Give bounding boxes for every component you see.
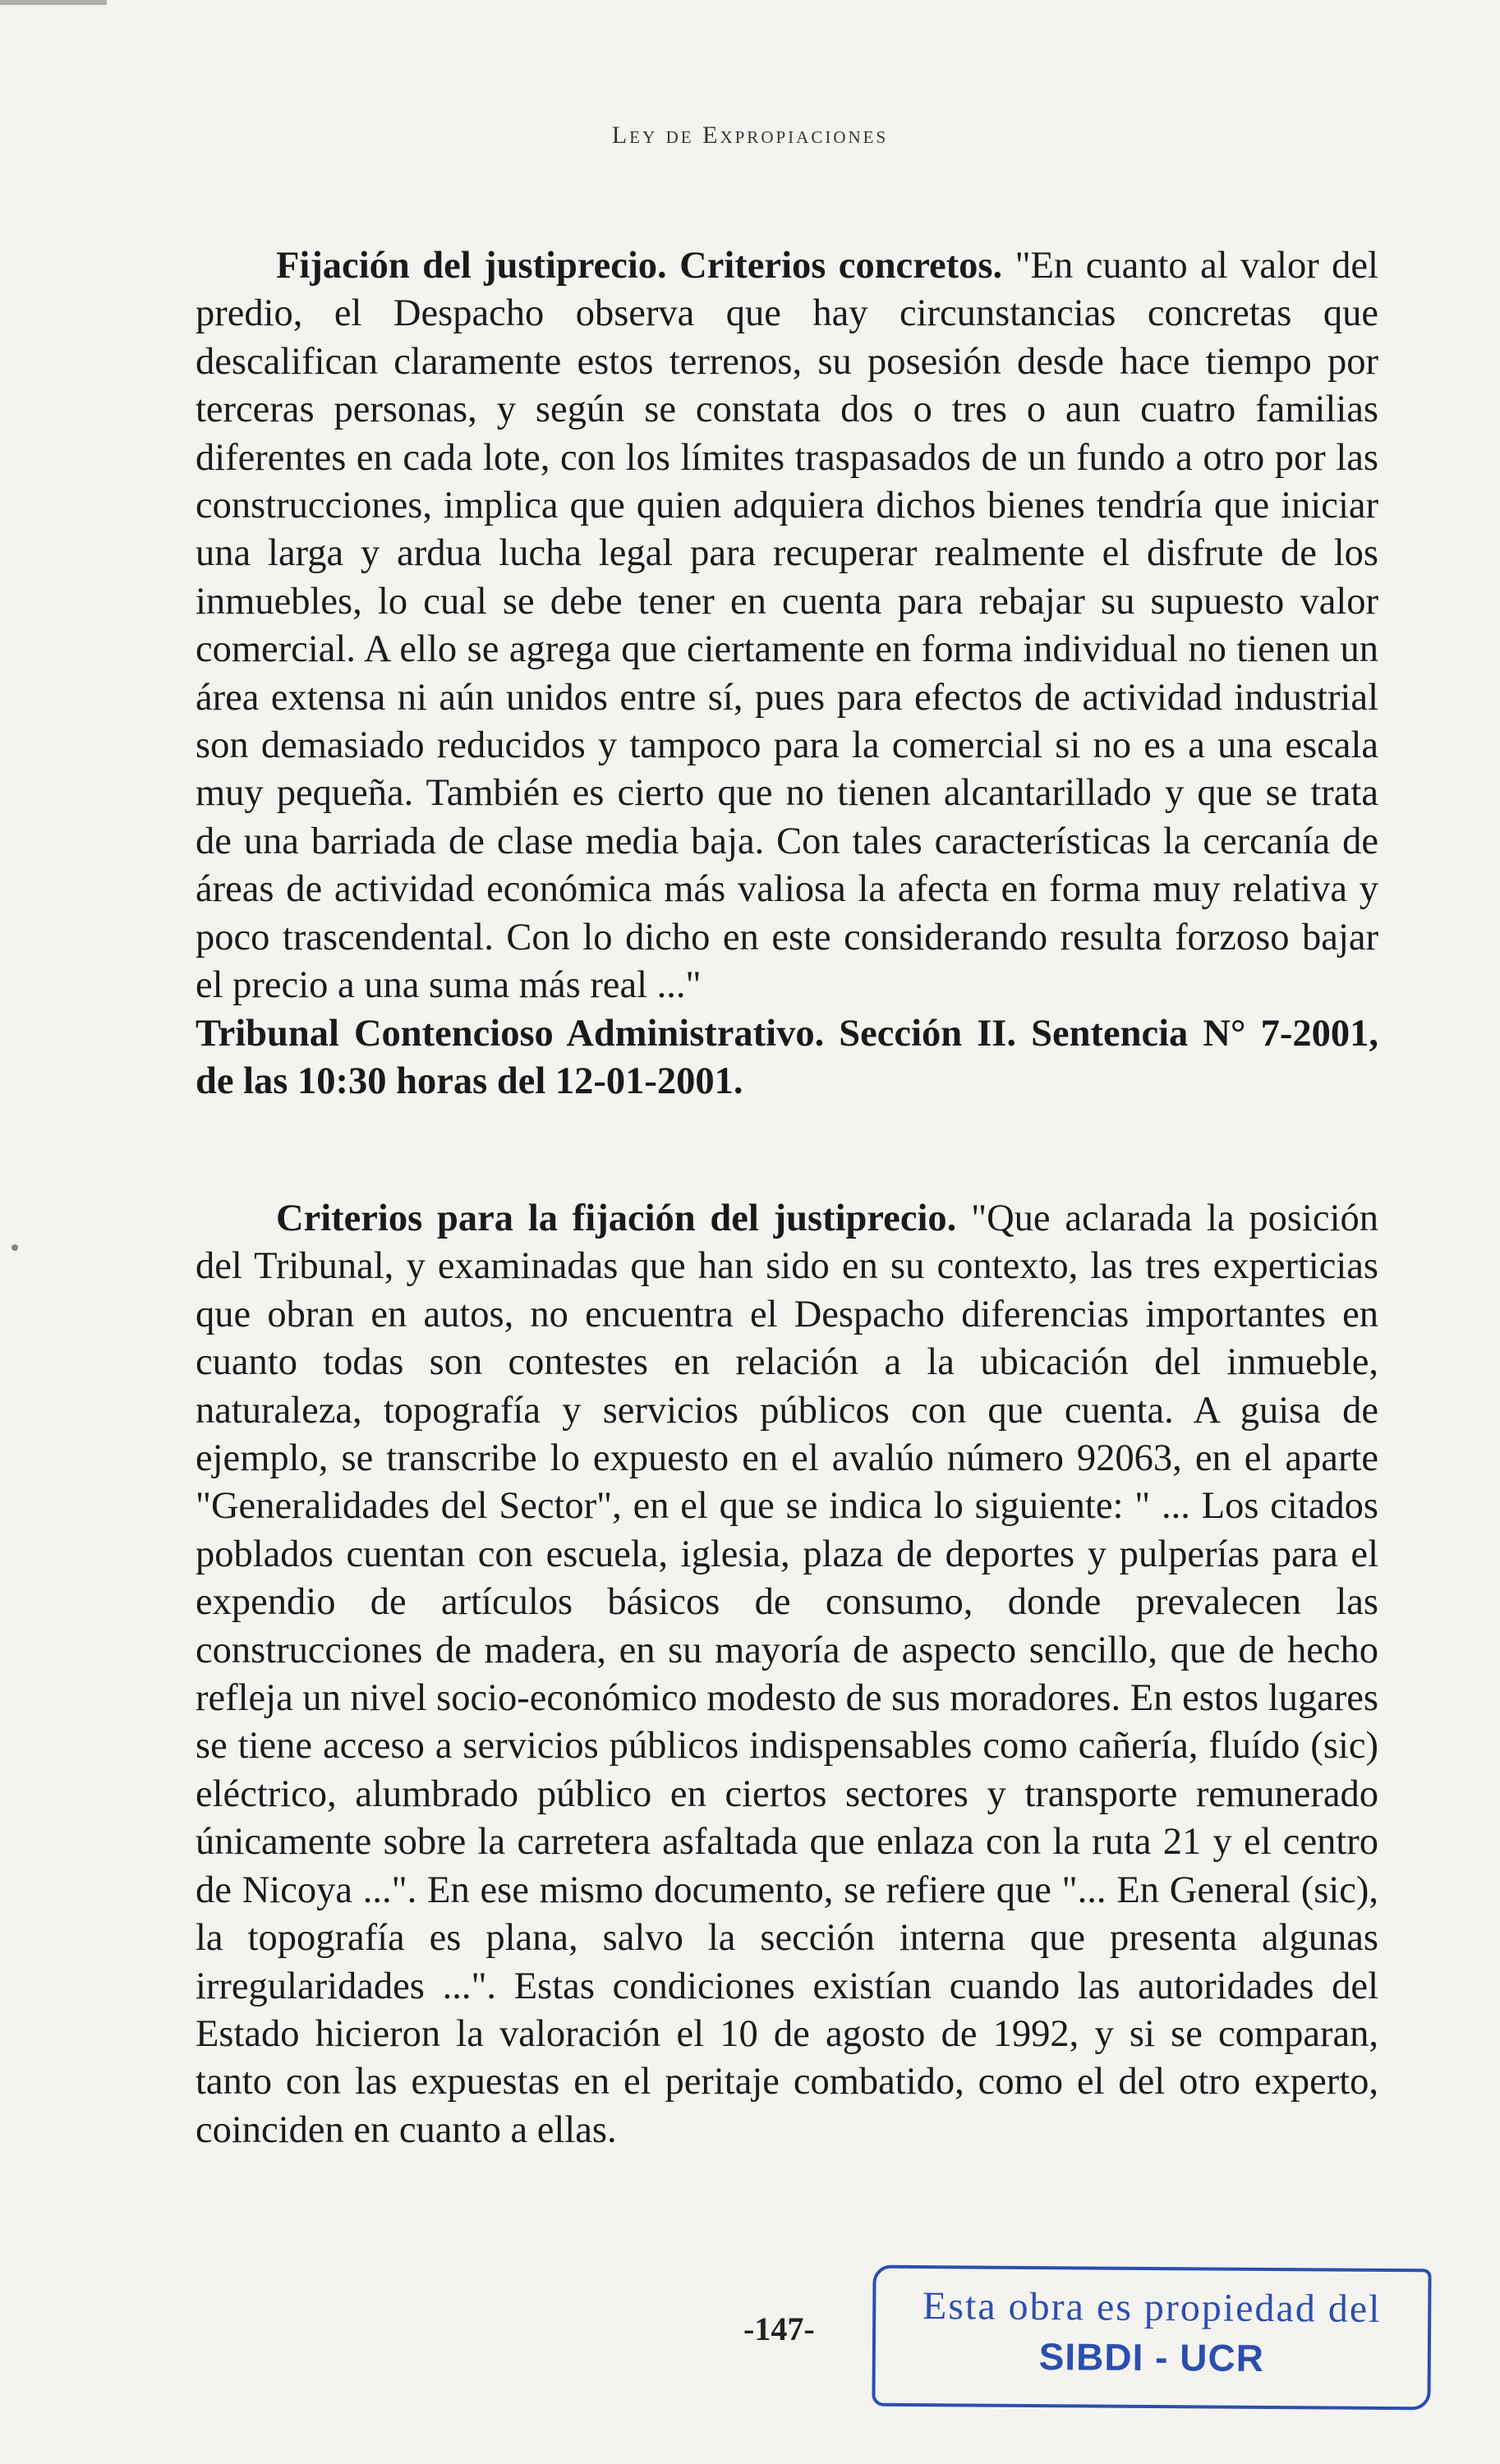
page-edge-mark: [0, 0, 107, 5]
paragraph-body: [196, 1195, 1378, 2154]
paragraph-text: "Que aclarada la posición del Tribunal, y examinadas que han sido en su contexto, las tres experticias que obran en autos, no encuentra el Despacho diferencias importantes en cuanto todas son contestes en relación a la ubicación del inmueble, naturaleza, topografía y servicios públicos con que cuenta. A guisa de ejemplo, se transcribe lo expuesto en el avalúo número 92063, en el aparte "Generalidades del Sector", en el que se indica lo siguiente: " ... Los citados poblados cuentan con escuela, iglesia, plaza de deportes y pulperías para el expendio de artículos básicos de consumo, donde prevalecen las construcciones de madera, en su mayoría de aspecto sencillo, que de hecho refleja un nivel socio-económico modesto de sus moradores. En estos lugares se tiene acceso a servicios públicos indispensables como cañería, fluído (sic) eléctrico, alumbrado público en ciertos sectores y transporte remunerado únicamente sobre la carretera asfaltada que enlaza con la ruta 21 y el centro de Nicoya ...". En ese mismo documento, se refiere que "... En General (sic), la topografía es plana, salvo la sección interna que presenta algunas irregularidades ...". Estas condiciones existían cuando las autoridades del Estado hicieron la valoración el 10 de agosto de 1992, y si se comparan, tanto con las expuestas en el peritaje combatido, como el del otro experto, coinciden en cuanto a ellas.: [196, 1198, 1378, 2151]
library-ownership-stamp: [872, 2265, 1431, 2411]
paragraph-text: "En cuanto al valor del predio, el Despacho observa que hay circunstancias concretas que descalifican claramente estos terrenos, su posesión desde hace tiempo por terceras personas, y según se constata dos o tres o aun cuatro familias diferentes en cada lote, con los límites traspasados de un fundo a otro por las construcciones, implica que quien adquiera dichos bienes tendría que iniciar una larga y ardua lucha legal para recuperar realmente el disfrute de los inmuebles, lo cual se debe tener en cuenta para rebajar su supuesto valor comercial. A ello se agrega que ciertamente en forma individual no tienen un área extensa ni aún unidos entre sí, pues para efectos de actividad industrial son demasiado reducidos y tampoco para la comercial si no es a una escala muy pequeña. También es cierto que no tienen alcantarillado y que se trata de una barriada de clase media baja. Con tales características la cercanía de áreas de actividad económica más valiosa la afecta en forma muy relativa y poco trascendental. Con lo dicho en este considerando resulta forzoso bajar el precio a una suma más real ...": [196, 245, 1378, 1007]
paragraph-heading: Criterios para la fijación del justiprecio.: [276, 1198, 957, 1239]
paragraph-body: [196, 242, 1378, 1106]
margin-mark: [12, 1244, 18, 1251]
paragraph-criterios-fijacion-justiprecio: [196, 1195, 1378, 2154]
running-header: Ley de Expropiaciones: [611, 122, 889, 149]
stamp-text-line-2: SIBDI - UCR: [1038, 2335, 1265, 2379]
stamp-text-line-1: Esta obra es propiedad del: [922, 2284, 1382, 2331]
paragraph-justiprecio-criterios-concretos: [196, 242, 1378, 1106]
paragraph-heading: Fijación del justiprecio. Criterios concretos.: [276, 245, 1003, 287]
page-number: -147-: [743, 2310, 815, 2347]
court-citation: Tribunal Contencioso Administrativo. Sección II. Sentencia N° 7-2001, de las 10:30 horas del 12-01-2001.: [196, 1012, 1378, 1102]
